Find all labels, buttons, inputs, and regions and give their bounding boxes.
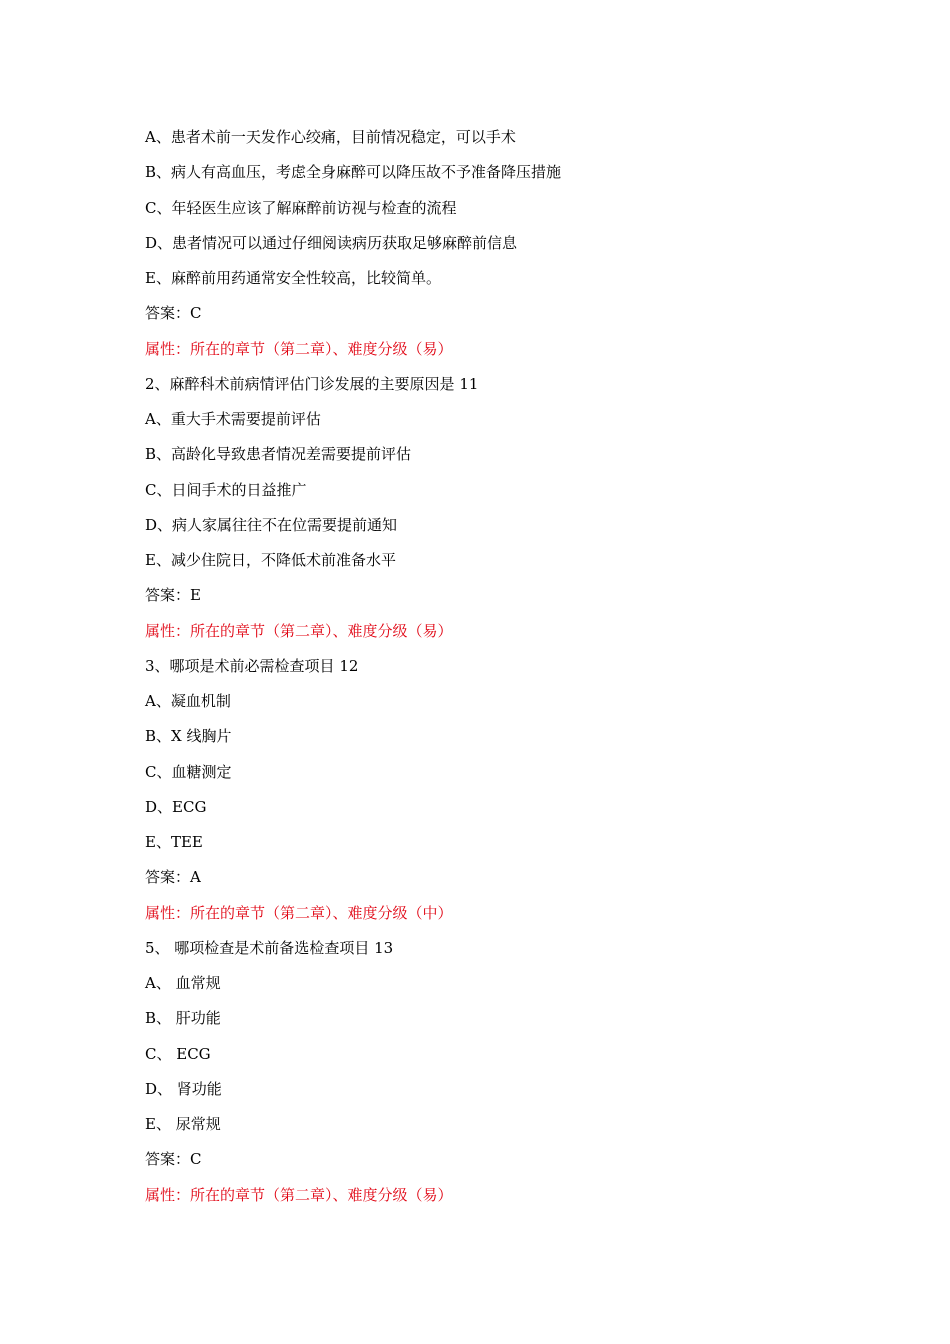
- option-b: B、高龄化导致患者情况差需要提前评估: [145, 445, 412, 464]
- attribute-line: 属性：所在的章节（第二章）、难度分级（易）: [145, 339, 453, 358]
- option-e: E、减少住院日，不降低术前准备水平: [145, 551, 396, 569]
- option-c: C、 ECG: [145, 1044, 211, 1063]
- option-d: D、病人家属往往不在位需要提前通知: [145, 515, 398, 534]
- question-text: 5、 哪项检查是术前备选检查项目 13: [145, 938, 394, 957]
- option-e: E、TEE: [145, 833, 203, 851]
- option-a: A、凝血机制: [145, 692, 231, 710]
- question-5-block: [145, 935, 865, 1217]
- attribute-line: 属性：所在的章节（第二章）、难度分级（易）: [145, 621, 453, 640]
- question-2-block: [145, 371, 865, 653]
- option-b: B、X 线胸片: [145, 727, 232, 746]
- option-e: E、麻醉前用药通常安全性较高，比较简单。: [145, 269, 441, 287]
- option-a: A、重大手术需要提前评估: [145, 410, 321, 428]
- question-text: 3、哪项是术前必需检查项目 12: [145, 656, 359, 675]
- question-3-block: [145, 653, 865, 935]
- question-text: 2、麻醉科术前病情评估门诊发展的主要原因是 11: [145, 374, 479, 393]
- answer: 答案：E: [145, 586, 201, 605]
- document-page: [145, 124, 865, 1217]
- answer: 答案：A: [145, 868, 201, 887]
- answer: 答案：C: [145, 304, 202, 323]
- option-c: C、血糖测定: [145, 762, 232, 781]
- option-d: D、ECG: [145, 797, 207, 816]
- attribute-line: 属性：所在的章节（第二章）、难度分级（易）: [145, 1185, 453, 1204]
- option-d: D、 肾功能: [145, 1079, 222, 1098]
- attribute-line: 属性：所在的章节（第二章）、难度分级（中）: [145, 903, 453, 922]
- question-1-block: [145, 124, 865, 371]
- option-b: B、 肝功能: [145, 1009, 221, 1028]
- option-d: D、患者情况可以通过仔细阅读病历获取足够麻醉前信息: [145, 233, 518, 252]
- option-a: A、患者术前一天发作心绞痛，目前情况稳定，可以手术: [145, 128, 516, 146]
- option-e: E、 尿常规: [145, 1115, 221, 1133]
- option-b: B、病人有高血压，考虑全身麻醉可以降压故不予准备降压措施: [145, 163, 562, 182]
- option-c: C、年轻医生应该了解麻醉前访视与检查的流程: [145, 198, 457, 217]
- option-c: C、日间手术的日益推广: [145, 480, 307, 499]
- option-a: A、 血常规: [145, 974, 221, 992]
- answer: 答案：C: [145, 1150, 202, 1169]
